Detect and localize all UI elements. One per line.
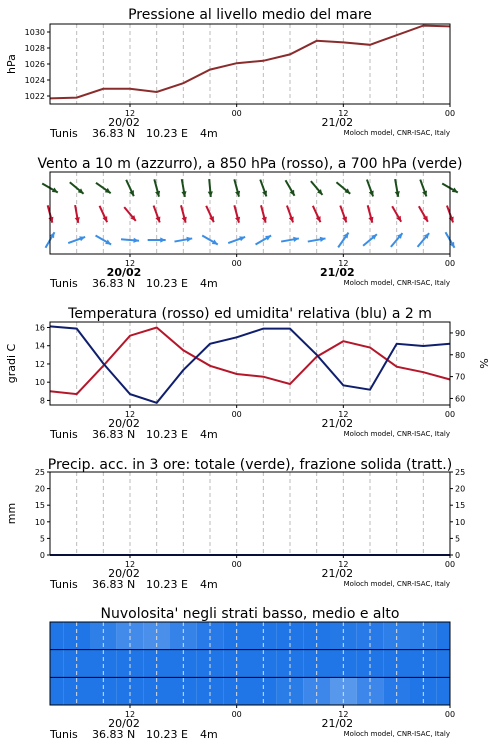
cloud-cell <box>50 650 63 678</box>
wind-arrow-head <box>133 238 139 243</box>
panel-title: Vento a 10 m (azzurro), a 850 hPa (rosso), a 700 hPa (verde) <box>37 156 463 172</box>
location-name: Tunis <box>50 428 78 441</box>
model-credit: Moloch model, CNR-ISAC, Italy <box>343 430 450 438</box>
panel-title: Precip. acc. in 3 ore: totale (verde), frazione solida (tratt.) <box>47 457 453 473</box>
date-label: 20/02 <box>108 567 140 580</box>
location-name: Tunis <box>50 277 78 290</box>
x-tick-label: 12 <box>124 560 136 569</box>
x-tick-label: 00 <box>231 560 242 569</box>
model-credit: Moloch model, CNR-ISAC, Italy <box>343 730 450 738</box>
date-label: 21/02 <box>321 567 354 580</box>
x-tick-label: 12 <box>124 410 136 419</box>
x-tick-label: 00 <box>444 259 456 268</box>
cloud-cell <box>50 622 63 650</box>
plot-frame <box>50 322 450 405</box>
location-elev: 4m <box>200 578 218 591</box>
location-name: Tunis <box>50 728 78 741</box>
date-label: 20/02 <box>108 717 140 730</box>
y-tick-label: 16 <box>34 323 45 333</box>
location-elev: 4m <box>200 728 218 741</box>
location-elev: 4m <box>200 277 218 290</box>
y-tick-label: 25 <box>34 468 45 477</box>
location-lat: 36.83 N <box>92 277 136 290</box>
location-lon: 10.23 E <box>146 428 188 441</box>
x-tick-label: 00 <box>231 710 242 719</box>
location-elev: 4m <box>200 428 218 441</box>
y-tick-label: 1024 <box>24 76 45 85</box>
cloud-cell <box>50 677 63 705</box>
y-tick-label: 1030 <box>24 28 45 37</box>
cloud-cell <box>437 622 450 650</box>
y-tick-label: 60 <box>455 394 466 404</box>
location-lon: 10.23 E <box>146 277 188 290</box>
location-lat: 36.83 N <box>92 127 136 140</box>
x-tick-label: 12 <box>338 109 349 118</box>
pressure-line <box>50 26 450 99</box>
plot-frame <box>50 24 450 104</box>
location-elev: 4m <box>200 127 218 140</box>
x-tick-label: 12 <box>338 710 349 719</box>
y-tick-label: 1028 <box>24 44 45 53</box>
x-tick-label: 12 <box>124 710 136 719</box>
x-tick-label: 00 <box>444 710 456 719</box>
y-tick-label: 0 <box>39 551 45 560</box>
location-lat: 36.83 N <box>92 728 136 741</box>
humidity-line <box>50 326 450 402</box>
wind-arrow-head <box>208 191 213 197</box>
y-tick-label: 15 <box>455 501 466 511</box>
y-tick-label: 1026 <box>24 60 45 69</box>
location-lon: 10.23 E <box>146 127 188 140</box>
model-credit: Moloch model, CNR-ISAC, Italy <box>343 129 450 137</box>
y-tick-label: 5 <box>39 534 45 544</box>
panel-title: Temperatura (rosso) ed umidita' relativa (blu) a 2 m <box>68 306 432 322</box>
location-lat: 36.83 N <box>92 428 136 441</box>
y-axis-label: mm <box>5 502 18 525</box>
x-tick-label: 12 <box>124 259 136 268</box>
model-credit: Moloch model, CNR-ISAC, Italy <box>343 580 450 588</box>
y-tick-label: 1022 <box>24 92 45 101</box>
y-tick-label: 10 <box>34 517 45 527</box>
y-axis-label: hPa <box>5 54 18 74</box>
x-tick-label: 00 <box>231 259 242 268</box>
y-tick-label: 15 <box>34 501 45 511</box>
y-axis-label: gradi C <box>5 343 18 384</box>
x-tick-label: 12 <box>338 560 349 569</box>
date-label: 20/02 <box>108 116 140 129</box>
y-tick-label: 14 <box>34 341 45 351</box>
date-label: 20/02 <box>106 266 142 279</box>
y-tick-label: 10 <box>34 378 45 388</box>
wind-arrow-head <box>79 236 85 241</box>
model-credit: Moloch model, CNR-ISAC, Italy <box>343 279 450 287</box>
cloud-cell <box>437 650 450 678</box>
y-tick-label: 20 <box>455 484 466 494</box>
location-lon: 10.23 E <box>146 728 188 741</box>
date-label: 21/02 <box>320 266 355 279</box>
y-tick-label: 10 <box>455 517 466 527</box>
location-lon: 10.23 E <box>146 578 188 591</box>
x-tick-label: 00 <box>231 109 242 118</box>
location-lat: 36.83 N <box>92 578 136 591</box>
x-tick-label: 00 <box>444 109 456 118</box>
y-tick-label: 12 <box>34 359 45 369</box>
x-tick-label: 00 <box>444 560 456 569</box>
x-tick-label: 12 <box>124 109 136 118</box>
plot-frame <box>50 472 450 555</box>
date-label: 21/02 <box>321 717 354 730</box>
y-tick-label: 20 <box>34 484 45 494</box>
date-label: 21/02 <box>321 116 354 129</box>
cloud-cell <box>437 677 450 705</box>
x-tick-label: 12 <box>338 259 349 268</box>
location-name: Tunis <box>50 578 78 591</box>
wind-arrow-head <box>160 237 165 242</box>
panel-title: Pressione al livello medio del mare <box>128 7 372 23</box>
x-tick-label: 00 <box>231 410 242 419</box>
date-label: 21/02 <box>321 417 354 430</box>
plot-frame <box>50 172 450 254</box>
location-name: Tunis <box>50 127 78 140</box>
y-tick-label: 8 <box>39 396 45 406</box>
y-tick-label: 70 <box>455 372 466 382</box>
x-tick-label: 00 <box>444 410 456 419</box>
y-tick-label: 25 <box>455 468 466 477</box>
y-tick-label: 5 <box>455 534 461 544</box>
wind-arrow-head <box>239 236 245 241</box>
x-tick-label: 12 <box>338 410 349 419</box>
y-tick-label: 0 <box>455 551 461 560</box>
date-label: 20/02 <box>108 417 140 430</box>
y-axis-label-right: % <box>478 358 491 369</box>
temperature-line <box>50 328 450 395</box>
panel-title: Nuvolosita' negli strati basso, medio e alto <box>100 606 400 622</box>
y-tick-label: 80 <box>455 350 466 360</box>
y-tick-label: 90 <box>455 328 466 338</box>
